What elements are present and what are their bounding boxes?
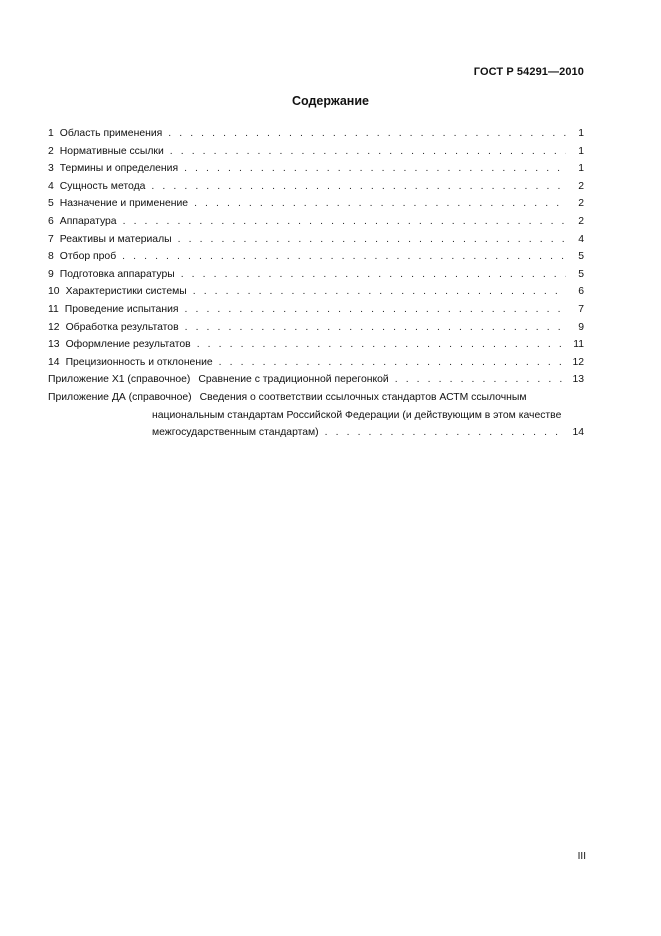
toc-entry[interactable] [48,178,584,196]
toc-entry-title: Термины и определения [59,163,179,175]
leader-dots [181,266,566,284]
annex-title-line-1: Сведения о соответствии ссылочных стандартов АСТМ ссылочным [199,391,527,403]
toc-entry-title: Реактивы и материалы [59,233,172,245]
toc-entry-page: 2 [578,180,584,192]
toc-entry-title: Подготовка аппаратуры [59,268,175,280]
leader-dots [197,336,566,354]
toc-entry-title: Характеристики системы [65,286,187,298]
toc-entry-page: 11 [573,339,584,351]
document-code: ГОСТ Р 54291—2010 [473,66,584,78]
annex-page: 14 [572,427,584,439]
page-number: III [577,851,586,862]
toc-entry-number: 1 [48,128,54,139]
toc-entry[interactable] [48,248,584,266]
leader-dots [185,301,566,319]
toc-entry-title: Нормативные ссылки [59,145,164,157]
toc-entry-number: 9 [48,268,54,280]
toc-entry[interactable] [48,125,584,143]
toc-entry[interactable] [48,266,584,284]
toc-entry-number: 11 [48,303,59,315]
toc-entry-number: 8 [48,251,54,263]
toc-entry[interactable] [48,301,584,319]
toc-entry-number: 13 [48,339,60,351]
toc-entry-title: Оформление результатов [65,339,191,351]
toc-entry-title: Отбор проб [59,251,117,263]
leader-dots [151,178,566,196]
toc-entry[interactable] [48,143,584,161]
annex-title-line-3: межгосударственным стандартам) [152,427,319,439]
toc-entry[interactable] [48,160,584,178]
leader-dots [193,283,566,301]
toc-entry[interactable] [48,336,584,354]
toc-annex-entry[interactable] [48,371,584,389]
toc-entry-page: 2 [578,198,584,210]
toc-entry-page: 2 [578,215,584,227]
toc-entry-number: 14 [48,356,60,368]
toc-entry[interactable] [48,231,584,249]
annex-page: 13 [572,374,584,386]
leader-dots [325,424,566,442]
toc-entry-title: Область применения [59,128,163,139]
toc-entry-number: 7 [48,233,54,245]
toc-entry-number: 4 [48,180,54,192]
toc-annex-continuation[interactable] [48,424,584,442]
toc-entry-title: Сущность метода [59,180,146,192]
toc-entry-page: 1 [578,163,584,175]
toc-entry[interactable] [48,283,584,301]
toc-entry-number: 10 [48,286,60,298]
leader-dots [395,371,566,389]
toc-entry[interactable] [48,354,584,372]
leader-dots [219,354,566,372]
annex-label: Приложение Х1 (справочное) [48,374,191,386]
toc-entry-page: 1 [578,128,584,139]
toc-entry-page: 4 [578,233,584,245]
toc-entry-page: 7 [578,303,584,315]
toc-entry-page: 12 [572,356,584,368]
leader-dots [178,231,566,249]
leader-dots [168,125,566,143]
toc-entry[interactable] [48,213,584,231]
table-of-contents [48,125,584,442]
toc-entry[interactable] [48,195,584,213]
toc-title: Содержание [291,94,369,108]
toc-entry-page: 9 [578,321,584,333]
toc-entry[interactable] [48,319,584,337]
annex-title: Сравнение с традиционной перегонкой [198,374,389,386]
leader-dots [194,195,566,213]
toc-entry-page: 6 [578,286,584,298]
toc-entry-number: 5 [48,198,54,210]
toc-entry-page: 5 [578,268,584,280]
toc-entry-title: Обработка результатов [65,321,179,333]
toc-entry-title: Проведение испытания [64,303,179,315]
leader-dots [184,160,566,178]
leader-dots [170,143,566,161]
toc-entry-number: 2 [48,145,54,157]
toc-entry-title: Аппаратура [59,215,117,227]
annex-title-line-2: национальным стандартам Российской Федерации (и действующим в этом качестве [152,409,562,421]
toc-annex-continuation [48,407,584,425]
toc-entry-page: 1 [578,145,584,157]
toc-entry-number: 12 [48,321,60,333]
annex-label: Приложение ДА (справочное) [48,391,192,403]
leader-dots [123,213,566,231]
toc-entry-page: 5 [578,251,584,263]
leader-dots [122,248,566,266]
toc-entry-title: Назначение и применение [59,198,189,210]
toc-annex-entry[interactable] [48,389,584,407]
toc-entry-number: 6 [48,215,54,227]
leader-dots [185,319,566,337]
toc-entry-number: 3 [48,163,54,175]
toc-entry-title: Прецизионность и отклонение [65,356,213,368]
